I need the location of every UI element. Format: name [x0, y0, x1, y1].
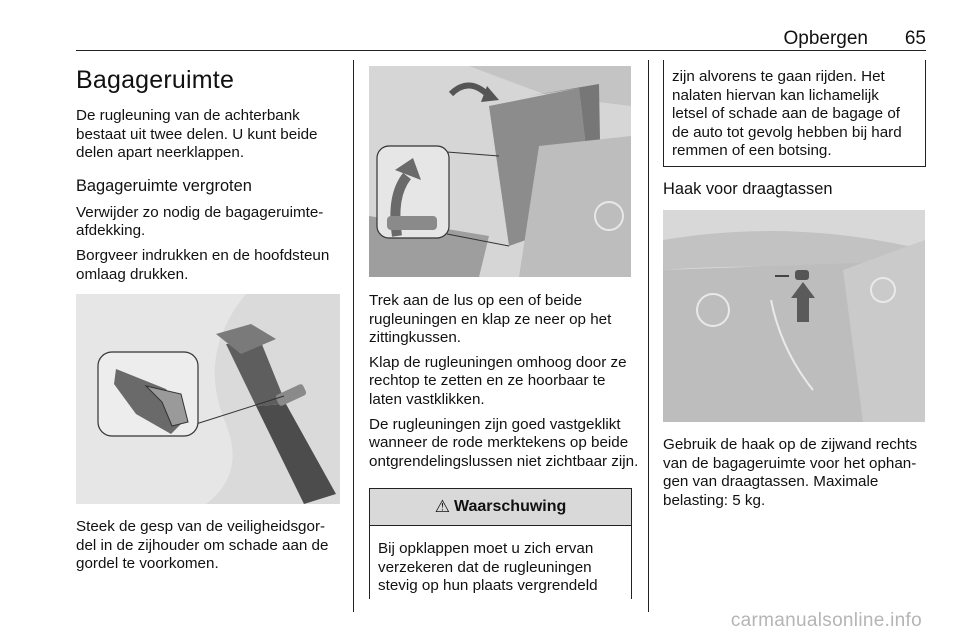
- column-1: [76, 60, 340, 284]
- figure-caption: Steek de gesp van de veiligheidsgor-del in de zijhouder om schade aan de gordel te voorkomen.: [76, 518, 329, 573]
- column-divider: [353, 60, 354, 612]
- watermark: carmanualsonline.info: [730, 610, 922, 631]
- page-number: 65: [904, 28, 926, 49]
- figure-caption: Gebruik de haak op de zijwand rechts van de bagageruimte voor het ophan-gen van draagtassen. Maximale belasting: 5 kg.: [663, 436, 918, 509]
- page-title: Bagageruimte: [76, 66, 235, 94]
- column-2-text: [369, 292, 639, 471]
- instruction-paragraph: Klap de rugleuningen omhoog door ze rechtop te zetten en ze hoorbaar te laten vastklikken.: [369, 353, 627, 408]
- warning-title: Waarschuwing: [453, 498, 567, 515]
- instruction-paragraph: De rugleuningen zijn goed vastgeklikt wanneer de rode merktekens op beide ontgrendelingslussen niet zichtbaar zijn.: [369, 415, 639, 470]
- warning-header: [370, 489, 631, 526]
- intro-paragraph: De rugleuning van de achterbank bestaat uit twee delen. U kunt beide delen apart neerklappen.: [76, 107, 318, 162]
- warning-text: Bij opklappen moet u zich ervan verzekeren dat de rugleuningen stevig op hun plaats vergrendeld: [378, 540, 598, 595]
- column-divider: [648, 60, 649, 612]
- warning-text-continued: zijn alvorens te gaan rijden. Het nalaten hiervan kan lichamelijk letsel of schade aan de bagage of de auto tot gevolg hebben bij hard remmen of een botsing.: [672, 68, 902, 160]
- section-heading: Bagageruimte vergroten: [76, 176, 252, 195]
- warning-box-continued: [663, 60, 926, 167]
- page-header: [76, 24, 926, 51]
- warning-icon: ⚠: [434, 497, 450, 516]
- section-heading: Haak voor draagtassen: [663, 180, 833, 198]
- section-title: Opbergen: [783, 28, 868, 49]
- step-paragraph: Verwijder zo nodig de bagageruimte-afdekking.: [76, 203, 324, 240]
- step-paragraph: Borgveer indrukken en de hoofdsteun omlaag drukken.: [76, 246, 330, 283]
- rear-seat-fold-illustration: [369, 66, 631, 277]
- seatbelt-illustration: [76, 294, 340, 504]
- instruction-paragraph: Trek aan de lus op een of beide rugleuningen en klap ze neer op het zittingkussen.: [369, 292, 612, 347]
- warning-box: [369, 488, 632, 599]
- bag-hook-illustration: [663, 210, 925, 422]
